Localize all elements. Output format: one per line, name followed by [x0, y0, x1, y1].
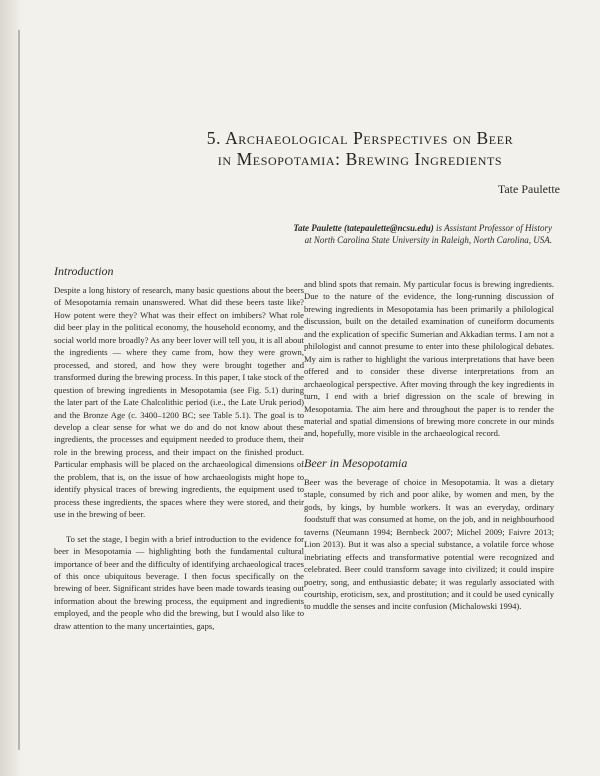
beer-paragraph-1: Beer was the beverage of choice in Mesopotamia. It was a dietary staple, consumed by rich and poor alike, by women and men, by the gods, by kings, by humble workers. It was an everyday, ordinary foodstuff that was consumed at home, on the job, and in neighbourhood taverns (Neumann 1994; Bernbeck 2007; Michel 2009; Faivre 2013; Lion 2013). But it was also a special substance, a volatile force whose inebriating effects and transformative potential were recognized and celebrated. Beer could transform savage into civilized; it could inspire poetry, song, and enthusiastic debate; it was regularly associated with courtship, eroticism, sex, and prostitution; and it could be used cynically to muddle the senses and incite confusion (Michalowski 1994). [304, 476, 554, 612]
author-affiliation [230, 222, 552, 246]
right-column [304, 278, 554, 613]
intro-paragraph-continued: and blind spots that remain. My particular focus is brewing ingredients. Due to the nature of the evidence, the long-running discussion of brewing ingredients in Mesopotamia has been primarily a philological discussion, built on the detailed examination of cuneiform documents and the explication of specific Sumerian and Akkadian terms. I am not a philologist and cannot presume to enter into these philological debates. My aim is rather to highlight the various interpretations that have been offered and to consider these diverse interpretations from an archaeological perspective. After moving through the key ingredients in turn, I end with a brief digression on the scale of brewing in Mesopotamia. The aim here and throughout the paper is to render the material and spatial dimensions of brewing more concrete in our minds and, hopefully, more visible in the archaeological record. [304, 279, 554, 439]
author-name: Tate Paulette [497, 182, 560, 196]
page-binding-line [18, 30, 20, 750]
section-heading-beer-in-mesopotamia: Beer in Mesopotamia [304, 455, 408, 470]
intro-paragraph-1: Despite a long history of research, many basic questions about the beers of Mesopotamia remain unanswered. What did these beers taste like? How potent were they? What was their effect on imbibers? What role did beer play in the political economy, the household economy, and the social world more broadly? As any beer lover will tell you, it is all about the ingredients — where they came from, how they were grown, processed, and stored, and how they were brought together and transformed during the brewing process. In this paper, I take stock of the question of brewing ingredients in Mesopotamia (see Fig. 5.1) during the later part of the Late Chalcolithic period (i.e., the Late Uruk period) and the Bronze Age (c. 3400–1200 BC; see Table 5.1). The goal is to develop a clear sense for what we do and do not know about these ingredients, the processes and equipment needed to produce them, their role in the brewing process, and their impact on the finished product. Particular emphasis will be placed on the archaeological dimensions of the problem, that is, on the issue of how archaeologists might hope to identify physical traces of brewing ingredients, the equipment used to process these ingredients, the spaces where they were stored, and their use in the brewing of beer. [54, 285, 304, 520]
affiliation-role: is Assistant Professor of History [433, 223, 552, 233]
intro-paragraph-2: To set the stage, I begin with a brief introduction to the evidence for beer in Mesopotamia — highlighting both the fundamental cultural importance of beer and the difficulty of identifying archaeological traces of this once ubiquitous beverage. I then focus specifically on the brewing of beer. Significant strides have been made towards teasing out information about the brewing process, the equipment and ingredients employed, and the people who did the brewing, but I would also like to draw attention to the many uncertainties, gaps, [54, 533, 304, 631]
left-column [54, 264, 304, 632]
section-heading-introduction: Introduction [54, 264, 114, 278]
affiliation-line-2: at North Carolina State University in Raleigh, North Carolina, USA. [304, 235, 552, 245]
chapter-title-line-1: 5. Archaeological Perspectives on Beer [206, 128, 514, 148]
affiliation-name-email: Tate Paulette (tatepaulette@ncsu.edu) [293, 223, 434, 233]
chapter-title-line-2: in Mesopotamia: Brewing Ingredients [217, 149, 503, 169]
affiliation-line-1 [230, 222, 552, 234]
chapter-title [150, 128, 570, 170]
